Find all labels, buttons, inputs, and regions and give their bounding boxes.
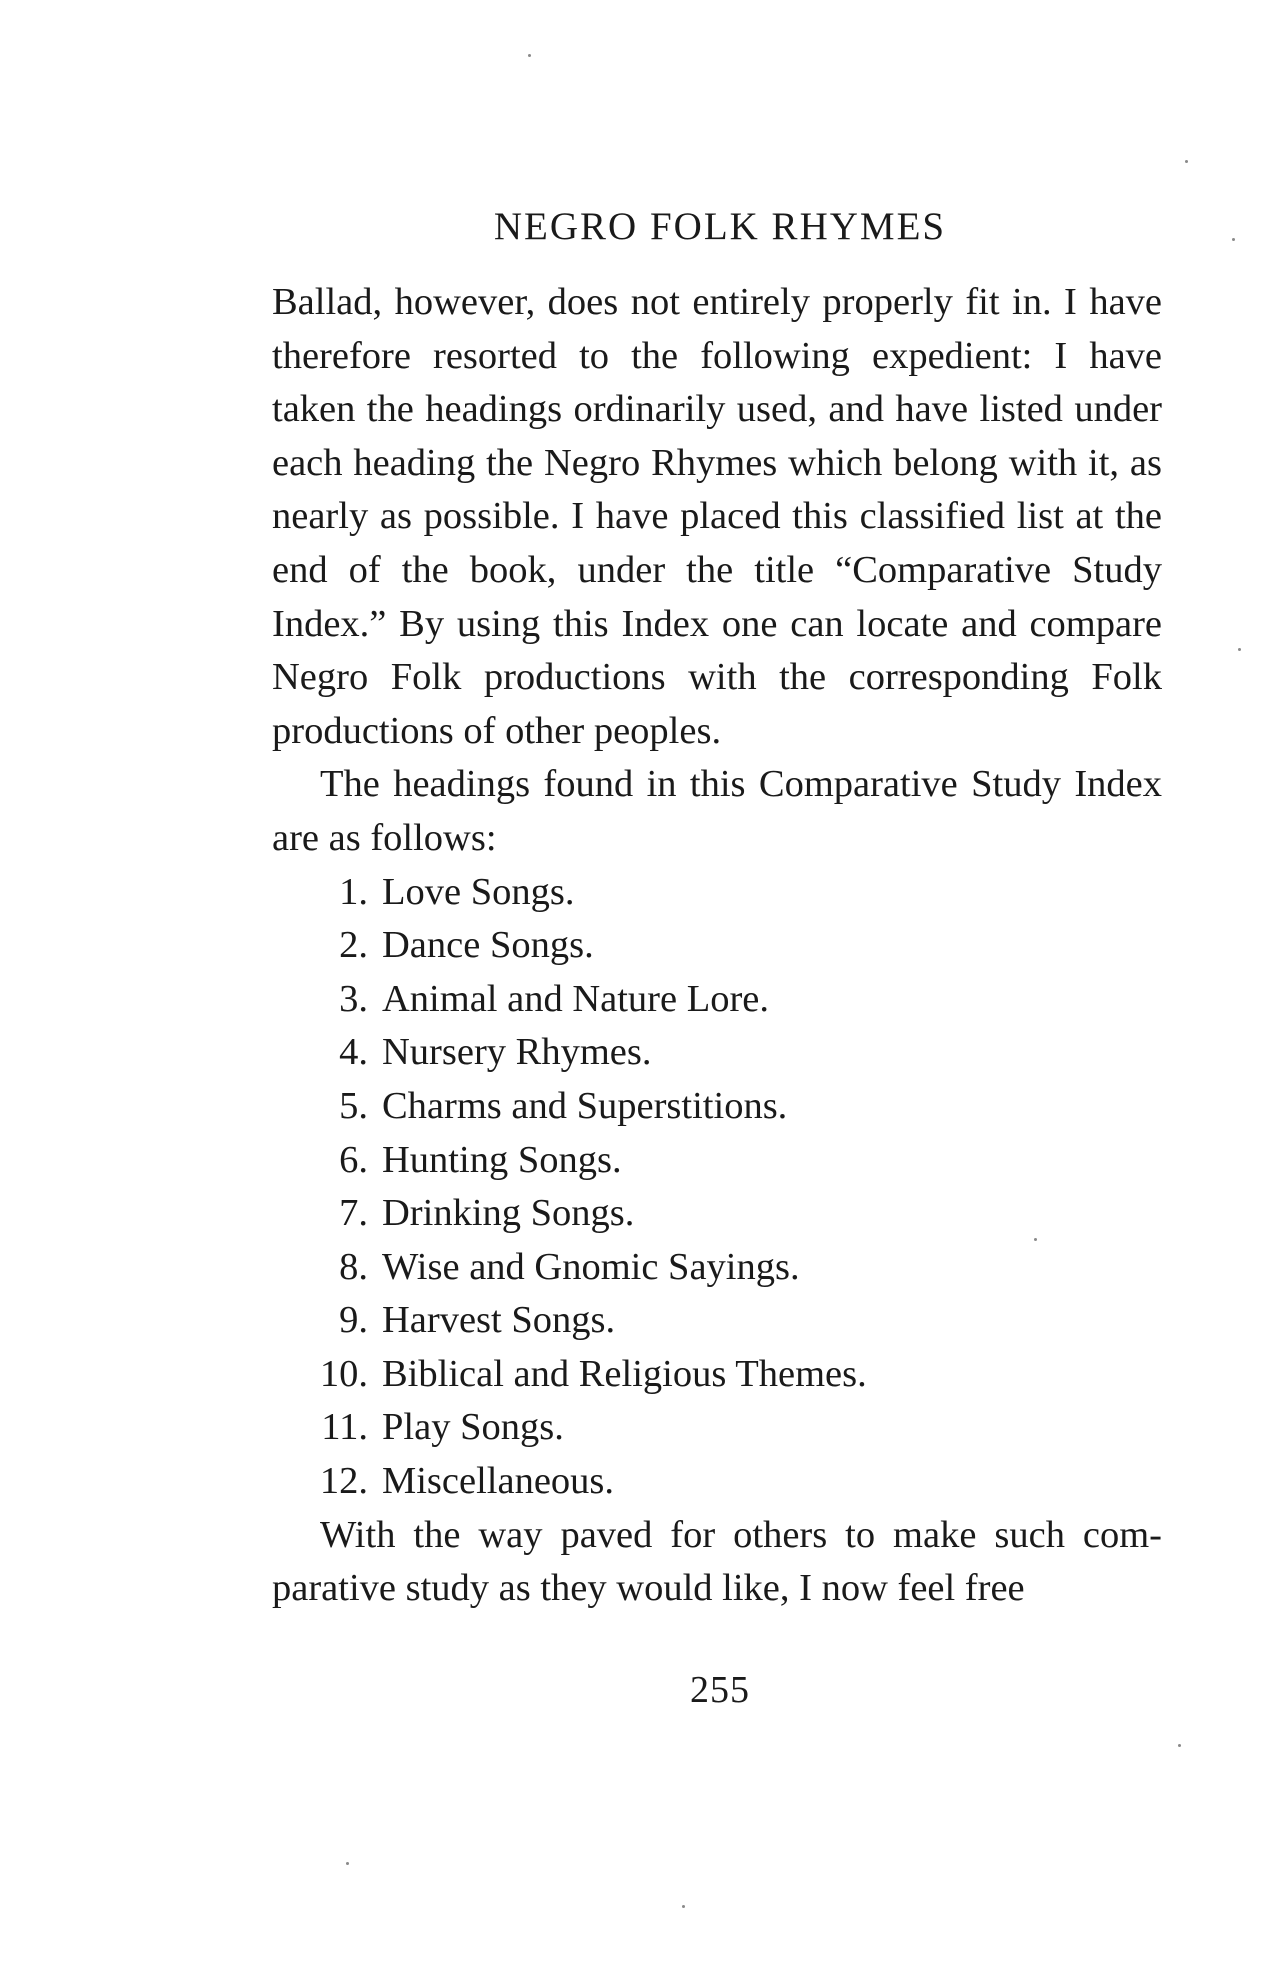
closing-paragraph: With the way paved for others to make such comparative study as they would like, I now feel free (272, 1513, 1162, 1610)
list-item-number: 10. (319, 1352, 368, 1395)
scan-speck (346, 1862, 349, 1865)
scan-speck (1185, 160, 1188, 163)
list-item-label: Dance Songs. (382, 924, 594, 967)
list-item-label: Miscellaneous. (382, 1460, 615, 1503)
list-item-label: Wise and Gnomic Sayings. (382, 1245, 800, 1288)
scan-speck (1034, 1238, 1037, 1241)
list-item (272, 919, 1162, 973)
list-item-label: Love Songs. (382, 870, 575, 913)
list-item-number: 8. (339, 1245, 368, 1288)
list-item-label: Harvest Songs. (382, 1299, 616, 1342)
list-item-label: Animal and Nature Lore. (382, 977, 769, 1020)
scan-speck (528, 54, 531, 57)
paragraph-1: Ballad, however, does not entirely properly fit in. I have therefore resorted to the following expedient: I have taken the headings ordinarily used, and have listed under each heading the Negro Rhymes which belong with it, as nearly as possible. I have placed this classified list at the end of the book, under the title “Comparative Study Index.” By using this Index one can locate and compare Negro Folk productions with the corresponding Folk productions of other peoples. (272, 281, 1162, 752)
list-item (272, 1241, 1162, 1295)
headings-list (272, 866, 1162, 1509)
list-item-number: 3. (339, 977, 368, 1020)
list-item-number: 11. (321, 1406, 368, 1449)
list-item-label: Hunting Songs. (382, 1138, 622, 1181)
running-title: NEGRO FOLK RHYMES (493, 205, 947, 248)
scan-speck (1238, 648, 1241, 651)
list-item (272, 1080, 1162, 1134)
list-item-label: Drinking Songs. (382, 1192, 635, 1235)
list-item (272, 1294, 1162, 1348)
list-item-label: Charms and Superstitions. (382, 1084, 788, 1127)
list-item-label: Play Songs. (382, 1406, 564, 1449)
list-item-number: 2. (339, 924, 368, 967)
list-item-label: Nursery Rhymes. (382, 1031, 652, 1074)
list-item (272, 1026, 1162, 1080)
list-item-number: 12. (319, 1460, 368, 1503)
list-item (272, 1401, 1162, 1455)
list-item (272, 1455, 1162, 1509)
list-item-number: 5. (339, 1084, 368, 1127)
list-item-number: 6. (339, 1138, 368, 1181)
paragraph-2: The headings found in this Comparative Study Index are as follows: (272, 763, 1162, 859)
list-item (272, 973, 1162, 1027)
list-item-number: 4. (339, 1031, 368, 1074)
list-item-number: 7. (339, 1192, 368, 1235)
list-item-number: 9. (339, 1299, 368, 1342)
list-item (272, 1348, 1162, 1402)
list-item-number: 1. (339, 870, 368, 913)
page-number: 255 (690, 1669, 750, 1711)
scan-speck (682, 1905, 685, 1908)
list-item-label: Biblical and Religious Themes. (382, 1352, 867, 1395)
scan-speck (1178, 1744, 1181, 1747)
list-item (272, 866, 1162, 920)
list-item (272, 1134, 1162, 1188)
list-item (272, 1187, 1162, 1241)
scan-speck (1232, 238, 1235, 241)
page-body (272, 276, 1162, 1616)
